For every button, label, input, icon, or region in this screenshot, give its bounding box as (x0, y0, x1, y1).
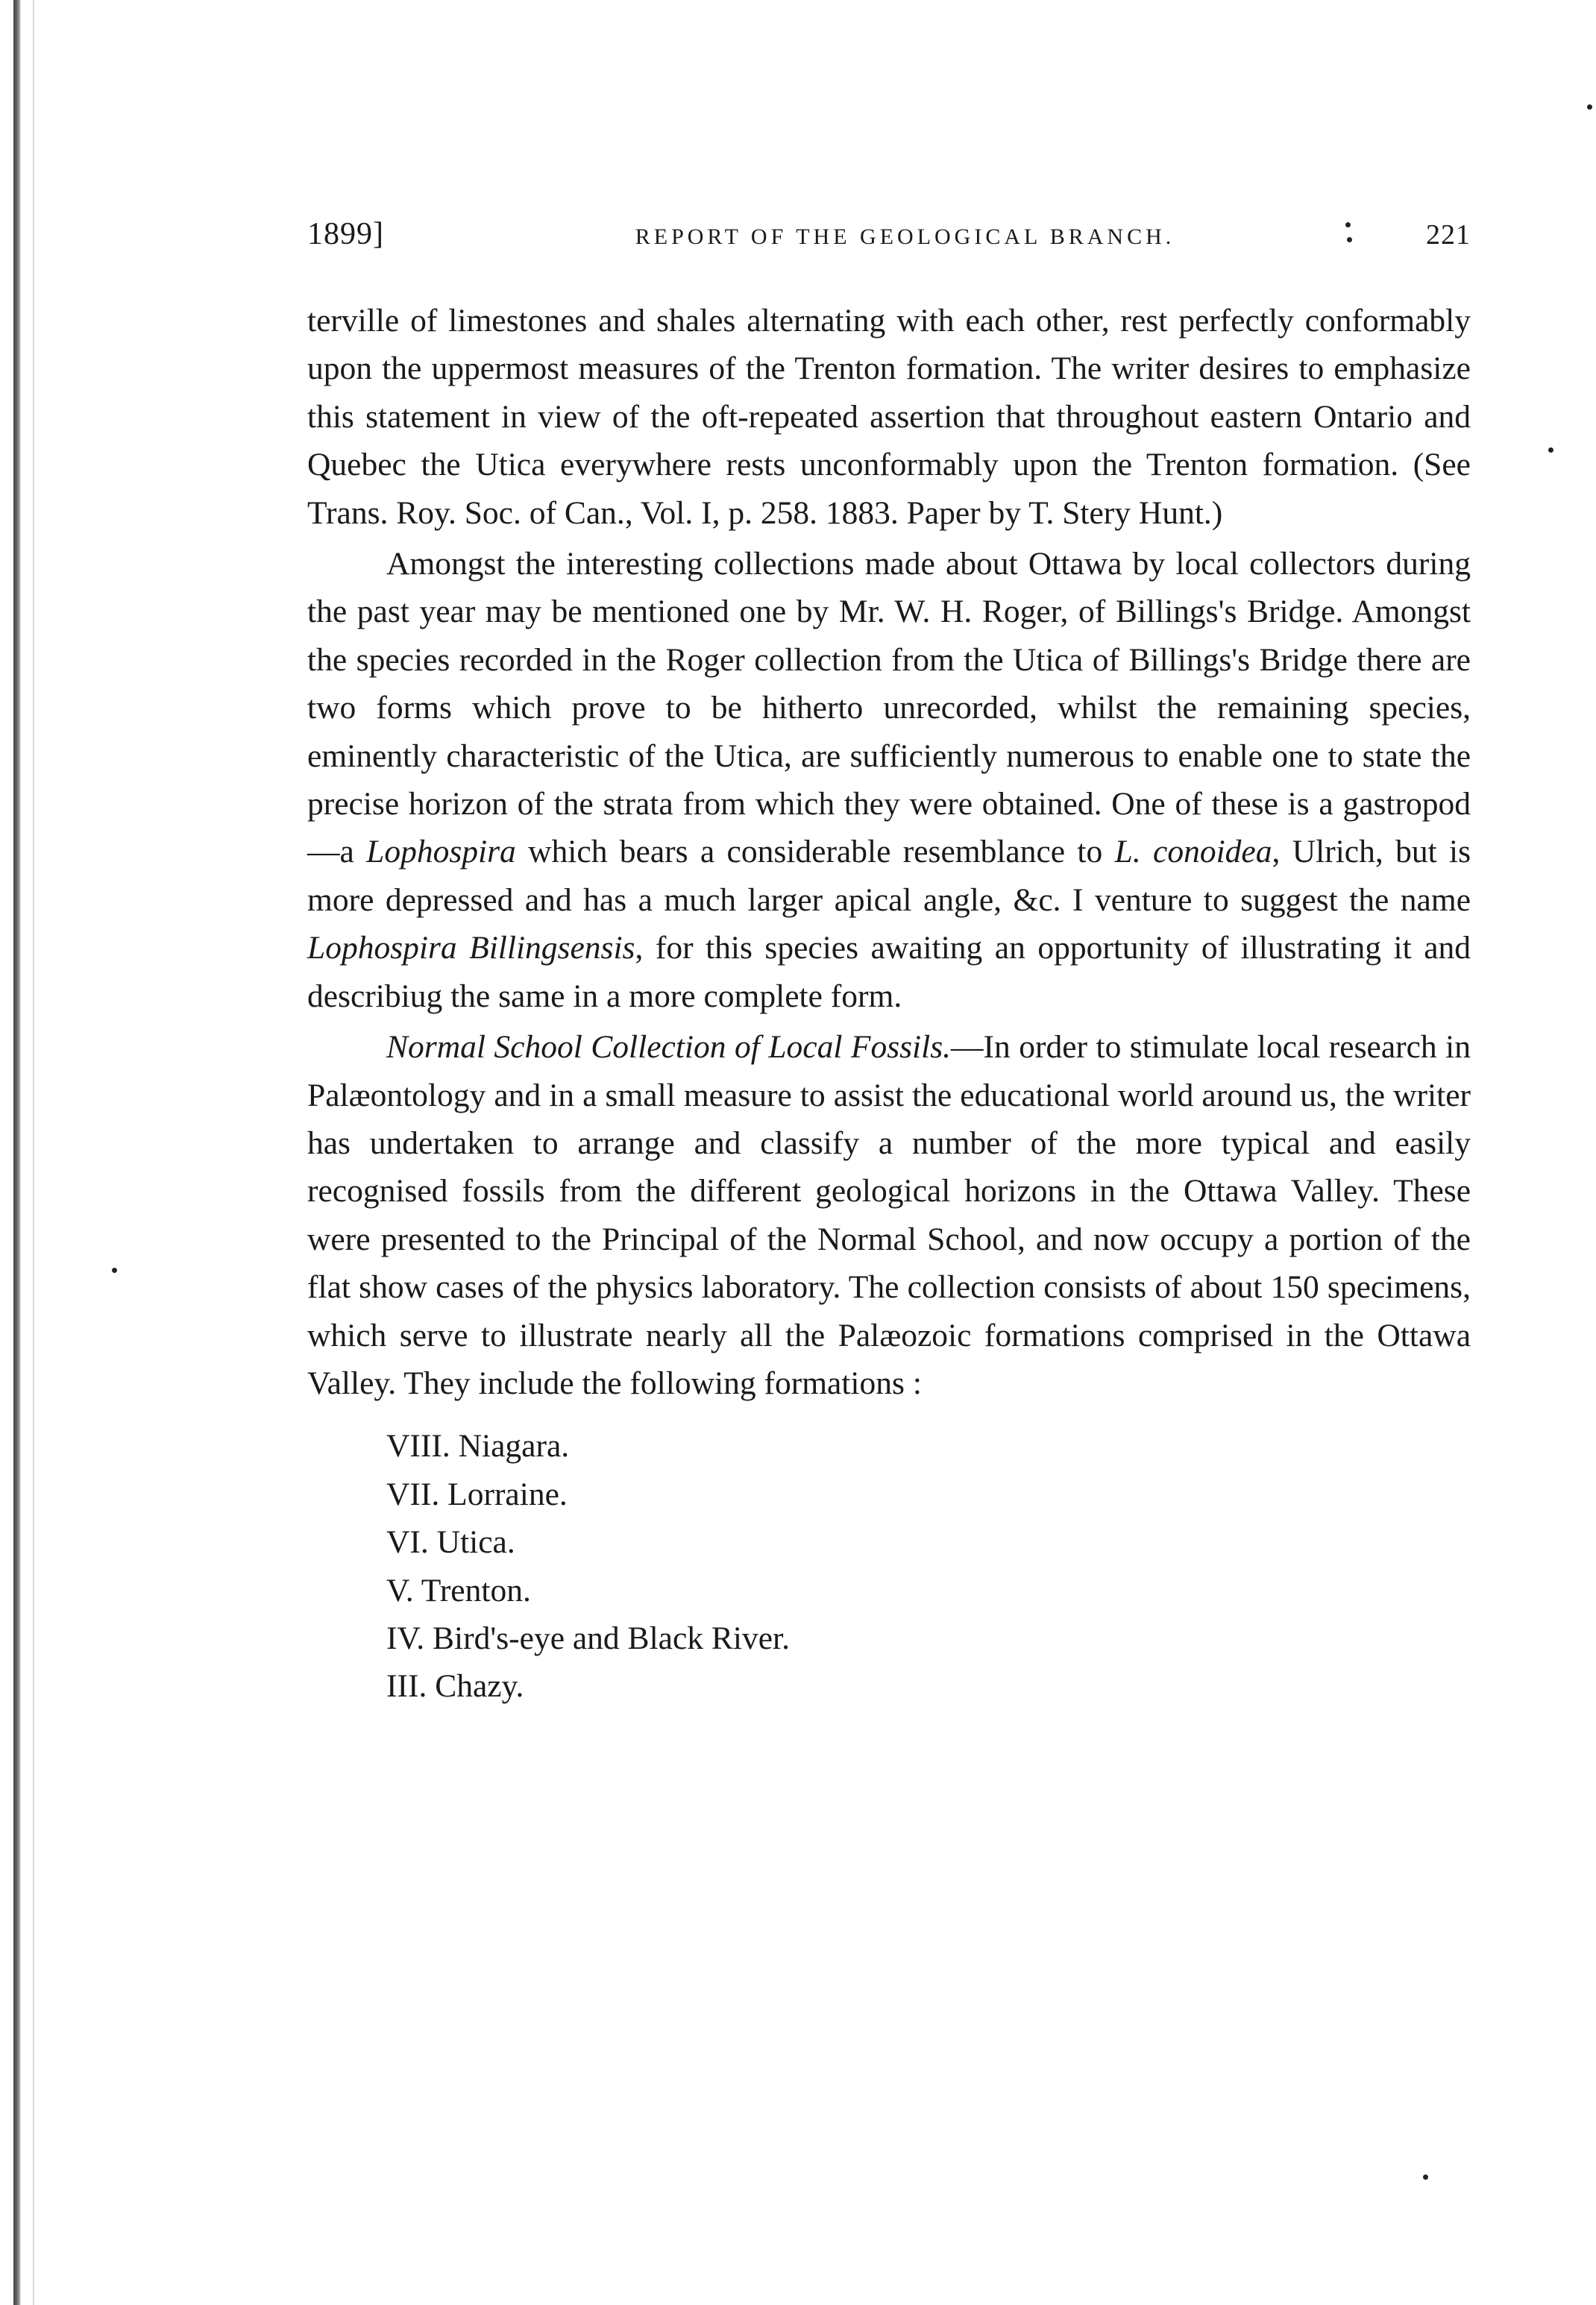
scan-speck (112, 1268, 117, 1273)
species-name-billingsensis: Lophospira Billingsensis (307, 930, 635, 966)
binding-edge (13, 0, 21, 2305)
paragraph-1: terville of limestones and shales alternating with each other, rest perfectly conformably upon the uppermost measures of the Trenton formation. The writer desires to emphasize this statement in view of the oft-repeated assertion that throughout eastern Ontario and Quebec the Utica everywhere rests unconformably upon the Trenton formation. (See Trans. Roy. Soc. of Can., Vol. I, p. 258. 1883. Paper by T. Stery Hunt.) (307, 303, 1471, 531)
list-item: V. Trenton. (386, 1572, 531, 1609)
header-year: 1899] (307, 217, 384, 251)
running-head (307, 216, 1471, 268)
paragraph-2-text-2: which bears a considerable resemblance to (515, 834, 1115, 870)
page-number: 221 (1425, 219, 1471, 251)
list-item: IV. Bird's-eye and Black River. (386, 1620, 791, 1656)
paragraph-2 (307, 540, 1471, 1020)
binding-shadow (33, 0, 34, 2305)
list-item: III. Chazy. (386, 1668, 524, 1705)
paragraph-3-text: —In order to stimulate local research in Palæontology and in a small measure to assist the educational world around us, the writer has undertaken to arrange and classify a number of the more typical and easily recognised fossils from the different geological horizons in the Ottawa Valley. These were presented to the Principal of the Normal School, and now occupy a portion of the flat show cases of the physics laboratory. The collection consists of about 150 specimens, which serve to illustrate nearly all the Palæozoic formations comprised in the Ottawa Valley. They include the following formations : (307, 1029, 1471, 1401)
scan-speck (1548, 447, 1553, 453)
species-name-conoidea: L. conoidea (1114, 834, 1272, 870)
section-heading: Normal School Collection of Local Fossils. (386, 1029, 952, 1066)
species-name-lophospira: Lophospira (366, 834, 516, 870)
paragraph-3 (307, 1023, 1471, 1407)
list-item: VII. Lorraine. (386, 1476, 568, 1512)
paragraph-2-text-3: , Ulrich, but is more depressed and has a much larger apical angle, &c. I venture to suggest the name (307, 834, 1471, 918)
formations-list (386, 1422, 1471, 1710)
header-title: REPORT OF THE GEOLOGICAL BRANCH. (635, 224, 1175, 249)
body-text (307, 297, 1471, 1407)
scan-speck (1587, 104, 1592, 110)
book-page (307, 216, 1471, 1711)
list-item: VIII. Niagara. (386, 1428, 570, 1465)
paragraph-2-text-4: , for this species awaiting an opportunity of illustrating it and describiug the same in a more complete form. (307, 930, 1471, 1014)
list-item: VI. Utica. (386, 1524, 515, 1561)
paragraph-2-text-1: Amongst the interesting collections made about Ottawa by local collectors during the past year may be mentioned one by Mr. W. H. Roger, of Billings's Bridge. Amongst the species recorded in the Roger collection from the Utica of Billings's Bridge there are two forms which prove to be hitherto unrecorded, whilst the remaining species, eminently characteristic of the Utica, are sufficiently numerous to enable one to state the precise horizon of the strata from which they were obtained. One of these is a gastropod—a (307, 546, 1471, 870)
scan-speck (1423, 2175, 1428, 2180)
